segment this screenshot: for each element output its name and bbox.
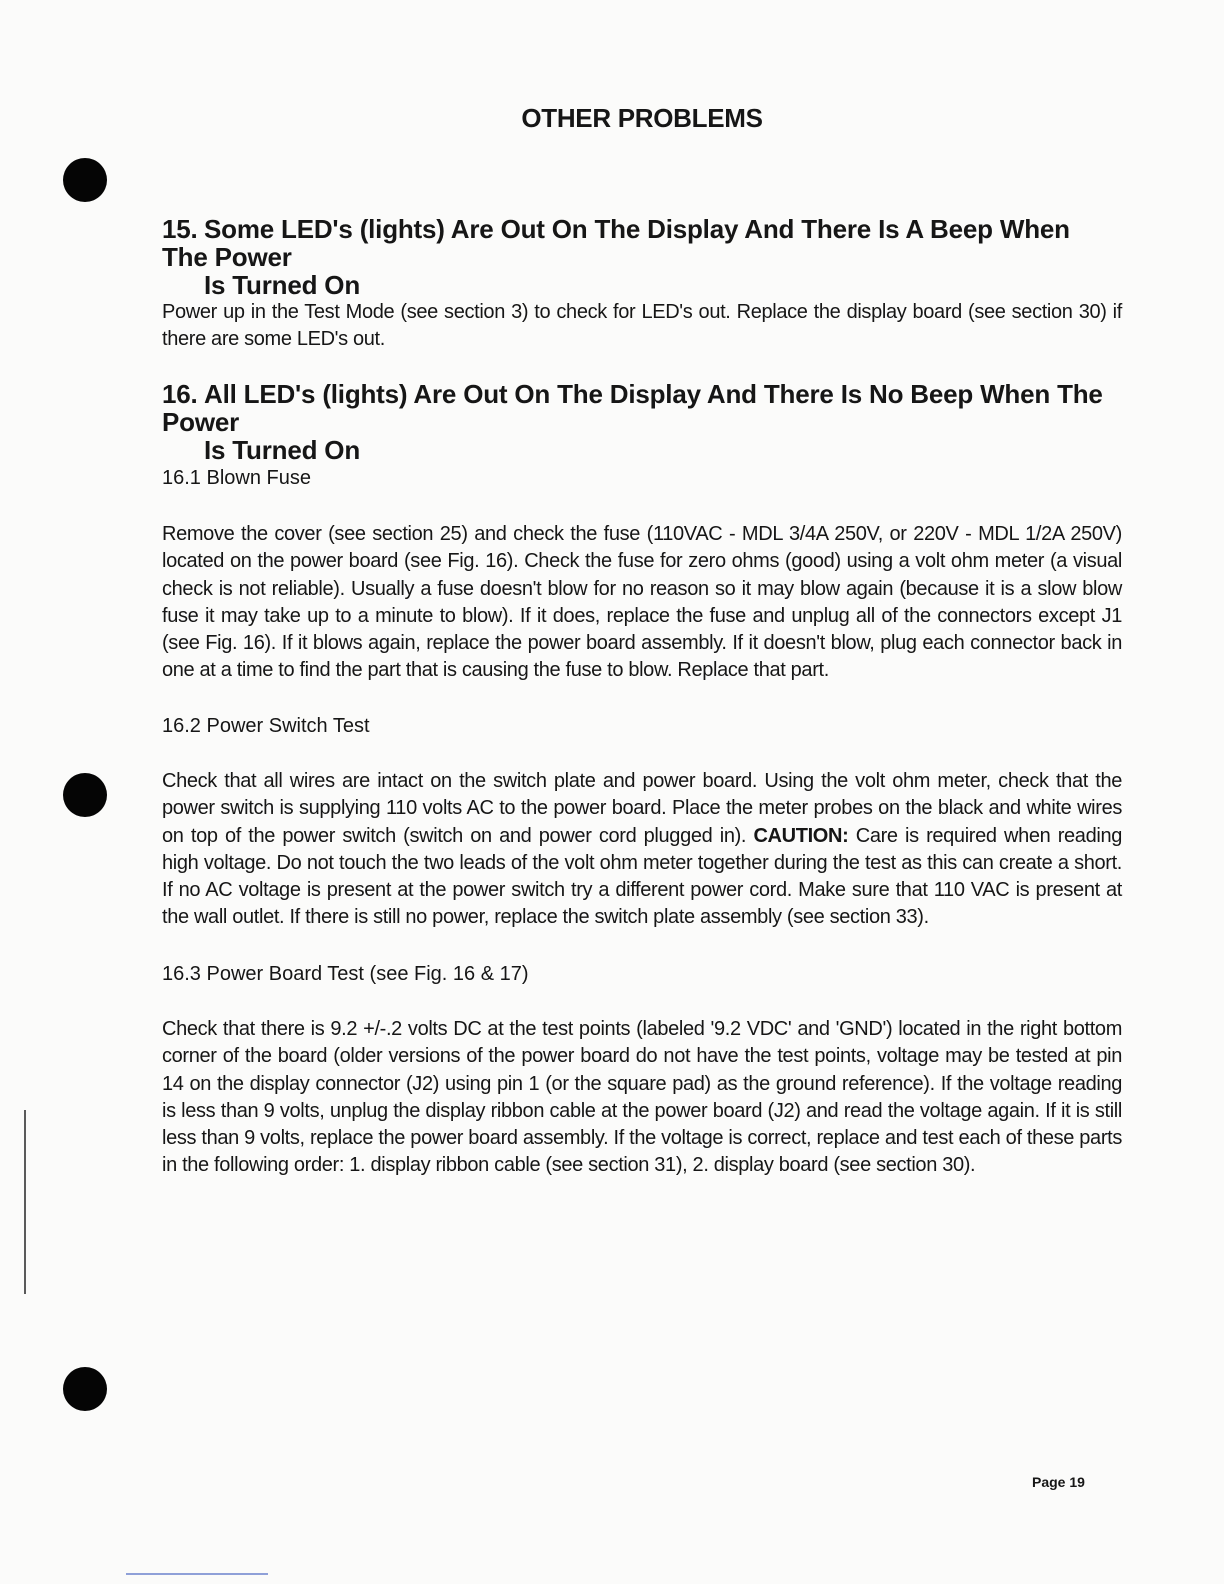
section-15-number: 15. (162, 214, 198, 244)
binder-hole-bottom (63, 1367, 107, 1411)
subsection-16-3-title: 16.3 Power Board Test (see Fig. 16 & 17) (162, 963, 529, 985)
section-15-body: Power up in the Test Mode (see section 3) to check for LED's out. Replace the display board (see section 30) if there are some LED's out. (162, 301, 1122, 351)
section-16-heading-line1: All LED's (lights) Are Out On The Display And There Is No Beep When The Power (162, 379, 1103, 437)
binder-hole-middle (63, 773, 107, 817)
section-16-heading (162, 380, 1122, 464)
section-16-heading-line2: Is Turned On (204, 435, 361, 465)
binder-hole-top (63, 158, 107, 202)
section-16-number: 16. (162, 379, 198, 409)
subsection-16-2-text-after: Care is required when reading high voltage. Do not touch the two leads of the volt ohm meter together during the test as this can create a short. If no AC voltage is present at the power switch try a different power cord. Make sure that 110 VAC is present at the wall outlet. If there is still no power, replace the switch plate assembly (see section 33). (162, 824, 1122, 929)
scan-edge-mark (24, 1110, 26, 1294)
subsection-16-1-body: Remove the cover (see section 25) and check the fuse (110VAC - MDL 3/4A 250V, or 220V - MDL 1/2A 250V) located on the power board (see Fig. 16). Check the fuse for zero ohms (good) using a volt ohm meter (a visual check is not reliable). Usually a fuse doesn't blow for no reason so it may blow again (because it is a slow blow fuse it may take up to a minute to blow). If it does, replace the fuse and unplug all of the connectors except J1 (see Fig. 16). If it blows again, replace the power board assembly. If it doesn't blow, plug each connector back in one at a time to find the part that is causing the fuse to blow. Replace that part. (162, 523, 1122, 682)
page-number: Page 19 (1032, 1474, 1085, 1490)
scan-bottom-mark (126, 1573, 268, 1575)
subsection-16-3-body: Check that there is 9.2 +/-.2 volts DC at the test points (labeled '9.2 VDC' and 'GND') located in the right bottom corner of the board (older versions of the power board do not have the test points, voltage may be tested at pin 14 on the display connector (J2) using pin 1 (or the square pad) as the ground reference). If the voltage reading is less than 9 volts, unplug the display ribbon cable at the power board (J2) and read the voltage again. If it is still less than 9 volts, replace the power board assembly. If the voltage is correct, replace and test each of these parts in the following order: 1. display ribbon cable (see section 31), 2. display board (see section 30). (162, 1018, 1122, 1177)
section-15-heading (162, 215, 1122, 299)
page-title: OTHER PROBLEMS (521, 103, 763, 133)
section-15-heading-line2: Is Turned On (204, 270, 361, 300)
subsection-16-2-title: 16.2 Power Switch Test (162, 715, 370, 737)
subsection-16-1-title: 16.1 Blown Fuse (162, 467, 311, 489)
caution-label: CAUTION: (753, 824, 849, 847)
subsection-16-2-body (162, 768, 1122, 932)
subsection-16-2-text-before: Check that all wires are intact on the switch plate and power board. Using the volt ohm meter, check that the power switch is supplying 110 volts AC to the power board. Place the meter probes on the black and white wires on top of the power switch (switch on and power cord plugged in). (162, 770, 1122, 847)
section-15-heading-line1: Some LED's (lights) Are Out On The Display And There Is A Beep When The Power (162, 214, 1070, 272)
